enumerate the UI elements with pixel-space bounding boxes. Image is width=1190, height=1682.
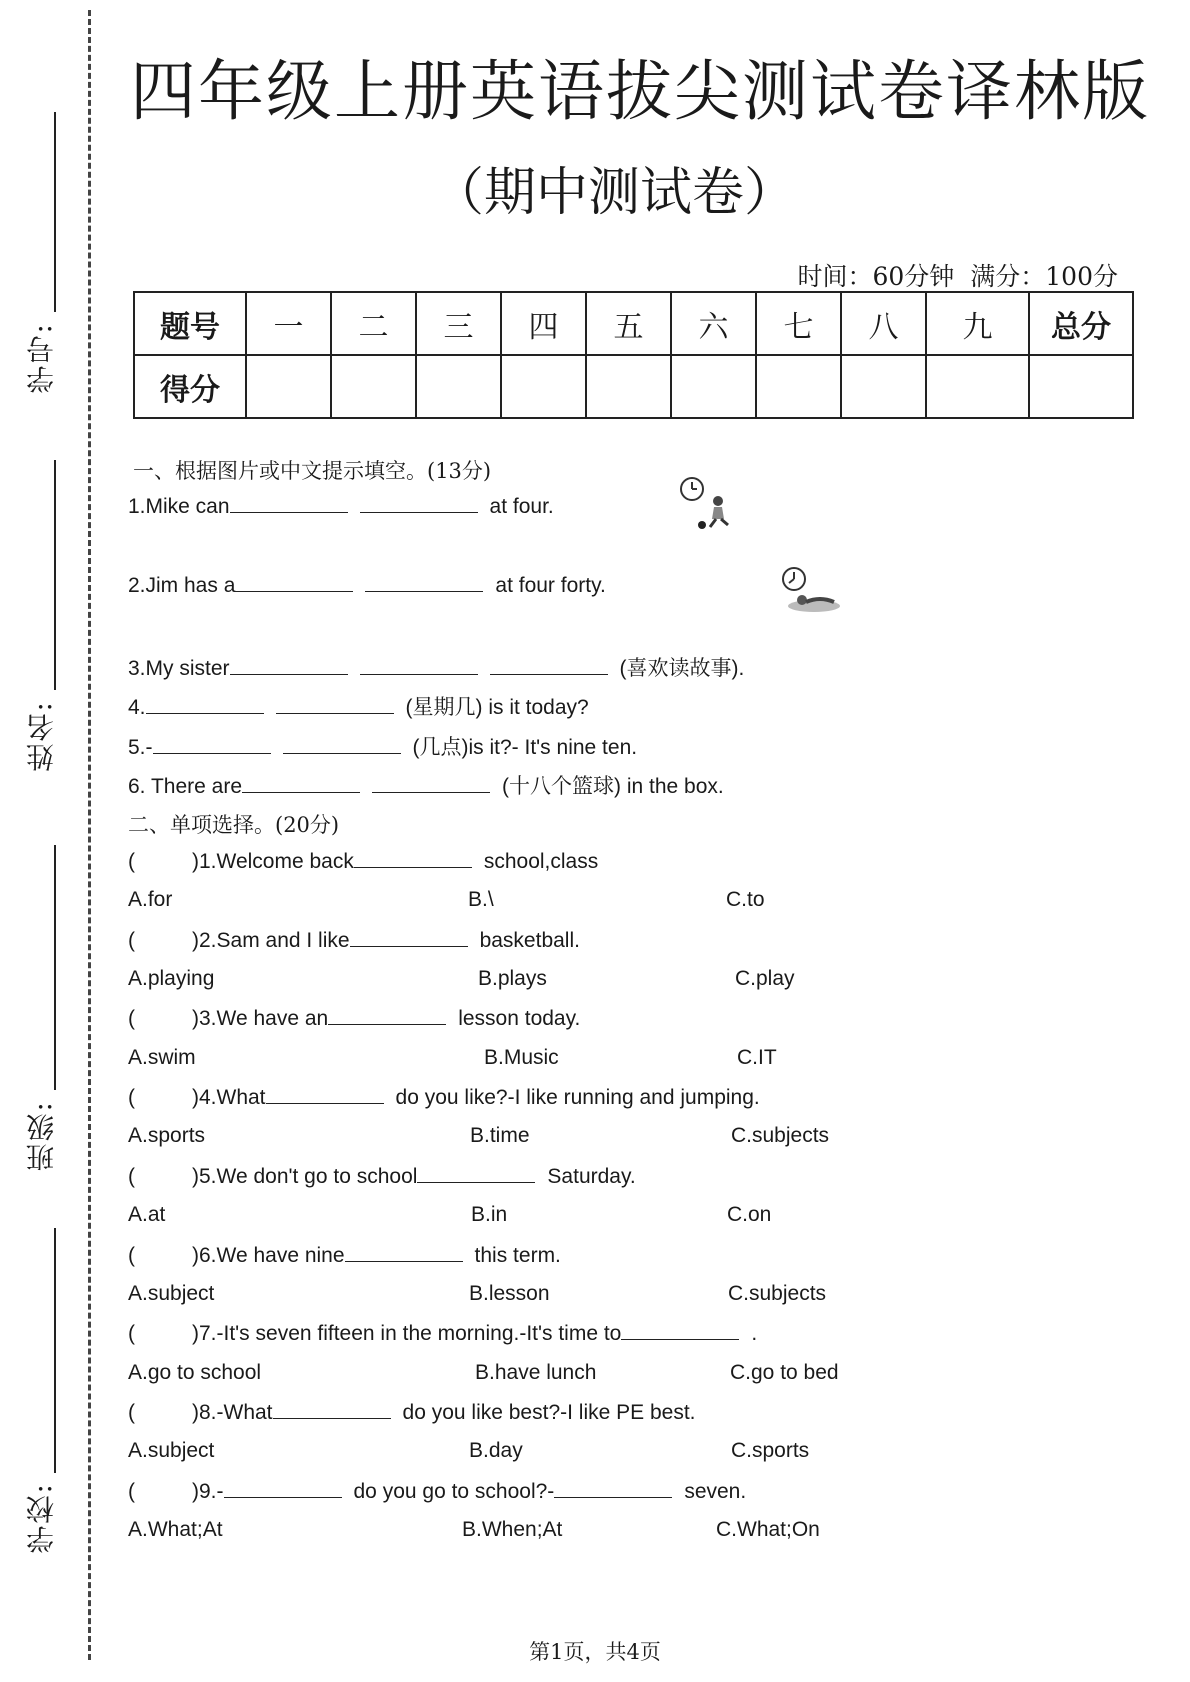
fill-question-2: [128, 573, 606, 598]
answer-bracket[interactable]: (: [128, 1086, 135, 1109]
score-cell[interactable]: [756, 355, 841, 418]
answer-blank[interactable]: [283, 735, 401, 754]
answer-bracket[interactable]: (: [128, 1007, 135, 1030]
answer-blank: [621, 1321, 739, 1340]
fill-question-4: [128, 691, 589, 721]
option-c: C.sports: [731, 1439, 810, 1462]
section-1-title: [133, 455, 491, 485]
question-text: )2.Sam and I like: [192, 929, 350, 952]
choice-question-2: [128, 928, 580, 953]
score-cell[interactable]: [501, 355, 586, 418]
option-a: A.subject: [128, 1439, 215, 1462]
answer-bracket[interactable]: (: [128, 1480, 135, 1503]
section-2-title: [128, 809, 339, 839]
option-a: A.for: [128, 888, 173, 911]
option-a: A.subject: [128, 1282, 215, 1305]
answer-blank: [554, 1479, 672, 1498]
answer-blank: [273, 1400, 391, 1419]
option-c: C.What;On: [716, 1518, 820, 1541]
question-text: (十八个篮球) in the box.: [502, 775, 724, 798]
choice-question-8: [128, 1400, 696, 1425]
option-b: B.day: [469, 1439, 523, 1462]
fill-question-3: [128, 652, 744, 682]
question-text: school,class: [483, 850, 599, 873]
answer-blank: [224, 1479, 342, 1498]
choice-question-5: [128, 1164, 636, 1189]
cut-line: [88, 10, 91, 1660]
answer-bracket[interactable]: (: [128, 1244, 135, 1267]
answer-blank[interactable]: [146, 695, 264, 714]
option-c: C.to: [726, 888, 765, 911]
question-text: seven.: [684, 1480, 747, 1503]
fill-question-5: [128, 731, 637, 761]
option-b: B.have lunch: [475, 1361, 597, 1384]
score-cell[interactable]: [416, 355, 501, 418]
option-a: A.What;At: [128, 1518, 223, 1541]
score-header-cell: 一: [246, 292, 331, 355]
question-text: 2.Jim has a: [128, 574, 236, 597]
score-cell[interactable]: [671, 355, 756, 418]
score-cell[interactable]: [841, 355, 926, 418]
answer-bracket[interactable]: (: [128, 929, 135, 952]
option-c: C.on: [727, 1203, 772, 1226]
answer-blank: [345, 1243, 463, 1262]
section-1-heading: 一、根据图片或中文提示填空。: [133, 459, 427, 483]
answer-blank[interactable]: [372, 774, 490, 793]
page-title: 四年级上册英语拔尖测试卷译林版: [130, 53, 1150, 130]
answer-blank: [417, 1164, 535, 1183]
question-text: at four forty.: [495, 574, 606, 597]
page-subtitle: （期中测试卷）: [432, 163, 797, 223]
question-text: do you like?-I like running and jumping.: [395, 1086, 760, 1109]
question-text: 1.Mike can: [128, 495, 230, 518]
option-b: B.\: [468, 888, 494, 911]
boy-swimming-clock-icon: [780, 566, 846, 620]
question-text: )1.Welcome back: [192, 850, 354, 873]
option-c: C.subjects: [728, 1282, 827, 1305]
question-text: )3.We have an: [192, 1007, 329, 1030]
choice-question-6: [128, 1243, 561, 1268]
student-id-line[interactable]: [54, 112, 56, 312]
time-limit: 时间：60分钟: [797, 262, 955, 291]
option-b: B.in: [471, 1203, 508, 1226]
choice-question-7: [128, 1321, 757, 1346]
option-a: A.at: [128, 1203, 166, 1226]
answer-bracket[interactable]: (: [128, 1401, 135, 1424]
answer-blank[interactable]: [153, 735, 271, 754]
full-score: 满分：100分: [970, 262, 1118, 291]
fill-question-1: [128, 494, 554, 519]
score-cell[interactable]: [331, 355, 416, 418]
school-label: 学校:: [25, 1482, 58, 1554]
answer-blank: [328, 1006, 446, 1025]
question-text: )7.-It's seven fifteen in the morning.-It's time to: [192, 1322, 622, 1345]
answer-blank[interactable]: [490, 656, 608, 675]
question-text: (几点)is it?- It's nine ten.: [412, 736, 638, 759]
score-header-cell: 七: [756, 292, 841, 355]
question-text: .: [751, 1322, 758, 1345]
question-text: Saturday.: [547, 1165, 636, 1188]
answer-blank[interactable]: [276, 695, 394, 714]
answer-bracket[interactable]: (: [128, 850, 135, 873]
score-header-cell: 三: [416, 292, 501, 355]
answer-blank[interactable]: [360, 656, 478, 675]
question-text: basketball.: [479, 929, 580, 952]
score-row-label: 得分: [134, 355, 246, 418]
option-a: A.swim: [128, 1046, 196, 1069]
score-header-cell: 九: [926, 292, 1029, 355]
question-text: 6. There are: [128, 775, 243, 798]
option-b: B.lesson: [469, 1282, 550, 1305]
score-cell[interactable]: [926, 355, 1029, 418]
class-label: 班级:: [25, 1100, 58, 1172]
score-header-cell: 八: [841, 292, 926, 355]
answer-bracket[interactable]: (: [128, 1322, 135, 1345]
choice-question-4: [128, 1085, 760, 1110]
school-line[interactable]: [54, 1228, 56, 1473]
answer-blank: [350, 928, 468, 947]
answer-blank[interactable]: [230, 494, 348, 513]
choice-question-9: [128, 1479, 746, 1504]
question-text: )4.What: [192, 1086, 266, 1109]
score-cell[interactable]: [586, 355, 671, 418]
student-id-label: 学号:: [25, 322, 58, 394]
score-cell[interactable]: [1029, 355, 1133, 418]
name-label: 姓名:: [25, 700, 58, 772]
section-1-points: (13分): [427, 459, 492, 483]
answer-blank[interactable]: [230, 656, 348, 675]
option-c: C.subjects: [731, 1124, 830, 1147]
score-header-cell: 题号: [134, 292, 246, 355]
score-header-cell: 六: [671, 292, 756, 355]
question-text: at four.: [489, 495, 554, 518]
name-line[interactable]: [54, 460, 56, 690]
class-line[interactable]: [54, 845, 56, 1090]
option-b: B.time: [470, 1124, 530, 1147]
score-cell[interactable]: [246, 355, 331, 418]
question-text: lesson today.: [458, 1007, 581, 1030]
answer-blank[interactable]: [235, 573, 353, 592]
option-b: B.plays: [478, 967, 547, 990]
answer-blank[interactable]: [365, 573, 483, 592]
option-c: C.play: [735, 967, 795, 990]
choice-question-1: [128, 849, 598, 874]
option-a: A.go to school: [128, 1361, 262, 1384]
answer-blank[interactable]: [242, 774, 360, 793]
question-text: (星期几) is it today?: [405, 696, 589, 719]
question-text: 5.-: [128, 736, 153, 759]
score-header-cell: 总分: [1029, 292, 1133, 355]
score-table-score-row: [134, 355, 1133, 418]
answer-bracket[interactable]: (: [128, 1165, 135, 1188]
option-a: A.playing: [128, 967, 215, 990]
binding-margin: [0, 0, 100, 1682]
option-b: B.Music: [484, 1046, 559, 1069]
question-text: )6.We have nine: [192, 1244, 345, 1267]
option-c: C.IT: [737, 1046, 777, 1069]
score-table-header-row: [134, 292, 1133, 355]
option-b: B.When;At: [462, 1518, 563, 1541]
page-number: 第1页，共4页: [529, 1640, 661, 1664]
option-a: A.sports: [128, 1124, 206, 1147]
question-text: (喜欢读故事).: [619, 657, 745, 680]
question-text: 3.My sister: [128, 657, 230, 680]
question-text: do you like best?-I like PE best.: [402, 1401, 696, 1424]
score-header-cell: 五: [586, 292, 671, 355]
question-text: do you go to school?-: [353, 1480, 555, 1503]
answer-blank: [266, 1085, 384, 1104]
boy-playing-football-clock-icon: [678, 475, 742, 531]
answer-blank: [354, 849, 472, 868]
score-table: [133, 291, 1134, 419]
question-text: 4.: [128, 696, 146, 719]
fill-question-6: [128, 770, 724, 800]
section-2-points: (20分): [275, 813, 340, 837]
exam-meta: [797, 257, 1118, 293]
score-header-cell: 二: [331, 292, 416, 355]
option-c: C.go to bed: [730, 1361, 839, 1384]
question-text: )8.-What: [192, 1401, 273, 1424]
score-header-cell: 四: [501, 292, 586, 355]
question-text: this term.: [474, 1244, 561, 1267]
question-text: )9.-: [192, 1480, 224, 1503]
question-text: )5.We don't go to school: [192, 1165, 418, 1188]
answer-blank[interactable]: [360, 494, 478, 513]
section-2-heading: 二、单项选择。: [128, 813, 275, 837]
choice-question-3: [128, 1006, 580, 1031]
